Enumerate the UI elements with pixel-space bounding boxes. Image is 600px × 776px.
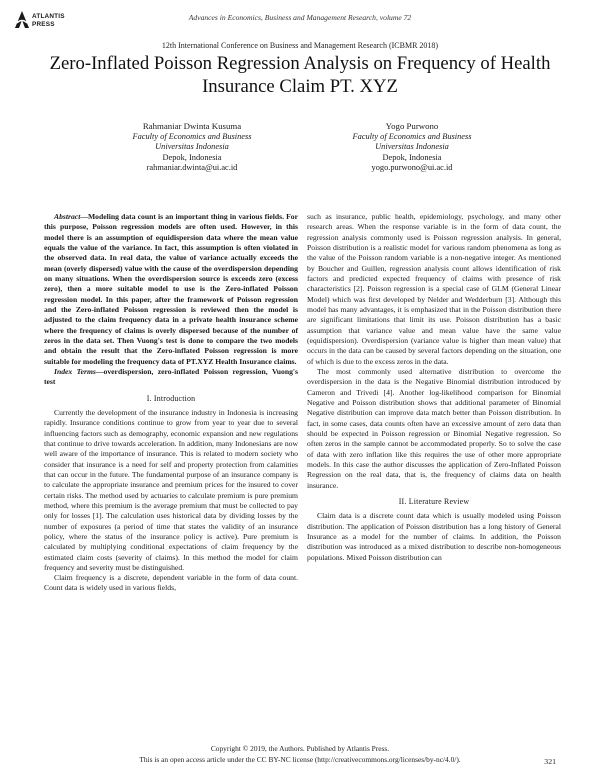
body-paragraph: such as insurance, public health, epidemiology, psychology, and many other research areas. When the response variable is in the form of data count, the regression analysis commonly used is Poisson regression analysis. In general, Poisson distribution is a realistic model for various random phenomena as long as the value of the Poisson random variable is a non-negative integer. As mentioned by Boucher and Guillen, regression analysis count allows identification of risk factors and predicted expected frequency of claims with presence of risk characteristics [2]. Poisson regression is a special case of GLM (General Linear Model) which was first developed by Nelder and Wedderburn [3]. Although this model has many advantages, it is emphasized that in the Poisson distribution there are significant limitations that limit its use. Poisson distribution has a basic assumption that variance value and mean value have the same value (equidispersion). Overdispersion (variance value is higher than mean value) that occurs in the data can be caused by several factors depending on the situation, one of which is due to the excess zeros in the data. [307, 212, 561, 366]
body-paragraph: Claim data is a discrete count data which is usually modeled using Poisson distribution. The application of Poisson distribution has a long history of General Insurance as a model for the number of claims. In addition, the Poisson distribution was introduced as a mixed distribution to describe non-homogeneous populations. Mixed Poisson distribution can [307, 511, 561, 562]
abstract-label: Abstract— [54, 212, 88, 221]
running-head: Advances in Economics, Business and Management Research, volume 72 [188, 13, 412, 22]
publisher-name [32, 13, 65, 29]
author-email[interactable]: yogo.purwono@ui.ac.id [371, 163, 453, 173]
index-terms-text: —overdispersion, zero-inflated Poisson regression, Vuong's test [44, 366, 298, 387]
author-faculty: Faculty of Economics and Business [132, 131, 252, 141]
author-city: Depok, Indonesia [162, 152, 222, 162]
footer-license: This is an open access article under the CC BY-NC license (http://creativecommons.org/licenses/by-nc/4.0/). [139, 755, 461, 764]
author-university: Universitas Indonesia [375, 142, 449, 152]
index-terms [44, 367, 298, 388]
author-university: Universitas Indonesia [155, 142, 229, 152]
publisher-name-line1: ATLANTIS [32, 13, 65, 20]
author-block-1 [82, 121, 302, 174]
section-heading-introduction: I. Introduction [146, 393, 196, 403]
abstract [44, 212, 298, 367]
author-block-2 [302, 121, 522, 174]
left-column [44, 212, 298, 594]
page-number: 321 [544, 757, 556, 766]
author-name: Yogo Purwono [385, 121, 439, 131]
footer-copyright: Copyright © 2019, the Authors. Published by Atlantis Press. [210, 744, 390, 753]
author-name: Rahmaniar Dwinta Kusuma [142, 121, 242, 131]
body-paragraph: Currently the development of the insurance industry in Indonesia is increasing rapidly. Insurance conditions continue to grow from year to year due to several influencing factors such as demography, economic expansion and new regulations that continue to drive towards acceleration. In addition, many Indonesians are now well aware of the importance of insurance. This is related to modern society who consider that insurance is a need for self and property protection from calamities that can occur in the future. The fundamental purpose of an insurance company is to calculate the appropriate insurance and premium prices for the insured to cover certain risks. The method used by actuaries to calculate premium is pure premium method, where this premium is the average premium that must be collected to pay only for losses [1]. The calculation uses historical data by dividing losses by the number of exposures (a period of time that states the validity of an insurance policy, where the status of the insurance policy is active). Pure premium is calculated by multiplying conditional expectations of claim frequency by the estimated claim costs (severity of claims). In this method the model for claim frequency and severity must be distinguished. [44, 407, 298, 572]
author-email[interactable]: rahmaniar.dwinta@ui.ac.id [146, 163, 238, 173]
index-terms-label: Index Terms [54, 366, 96, 376]
publisher-name-line2: PRESS [32, 21, 55, 28]
section-heading-literature-review: II. Literature Review [398, 496, 470, 506]
right-column [307, 212, 561, 563]
paper-title: Zero-Inflated Poisson Regression Analysis on Frequency of Health Insurance Claim PT. XYZ [49, 53, 551, 97]
body-paragraph: The most commonly used alternative distribution to overcome the overdispersion in the data is the Negative Binomial distribution introduced by Cameron and Trivedi [4]. Another log-likelihood comparison for Binomial Negative and Poisson distribution shows that additional parameter of Binomial Negative distribution can improve data match better than Poisson distribution. In fact, in some cases, data counts often have an excessive amount of zero data than should be expected in Poisson regression or Binomial Negative regression. So often zeros in the sample cannot be accommodated properly. So to solve the case of data with zero inflation like this requires the use of other more appropriate models. In this case the author discusses the application of Zero-Inflated Poisson Regression on the real data, that is, the frequency of claims data on health insurance. [307, 366, 561, 490]
body-paragraph: Claim frequency is a discrete, dependent variable in the form of data count. Count data is widely used in various fields, [44, 573, 298, 593]
author-city: Depok, Indonesia [382, 152, 442, 162]
publisher-logo [14, 8, 94, 44]
conference-line: 12th International Conference on Business and Management Research (ICBMR 2018) [161, 41, 439, 50]
author-faculty: Faculty of Economics and Business [352, 131, 472, 141]
abstract-text: Modeling data count is an important thing in various fields. For this purpose, Poisson regression models are often used. However, in this model there is an assumption of equidispersion data where the mean value equals the value of the variance. In fact, this assumption is often violated in the observed data. In real data, the value of variance actually exceeds the mean (overly dispersed) value with the cause of the overdispersion depending on many situations. When the overdispersion source is exceeds zero (excess zero), then a more suitable model to use is the Zero-inflated Poisson regression model. In this paper, after the framework of Poisson regression and the Zero-inflated Poisson regression is reviewed then the model is adjusted to the claim frequency data in a private health insurance scheme where the frequency of claims is overly dispersed because of the number of zeros in the data set. Then Vuong's test is done to compare the two models and obtain the result that the Zero-inflated Poisson regression is more suitable for modeling the frequency data of PT.XYZ Health Insurance claims. [44, 212, 298, 366]
atlantis-logo-icon [14, 10, 30, 30]
